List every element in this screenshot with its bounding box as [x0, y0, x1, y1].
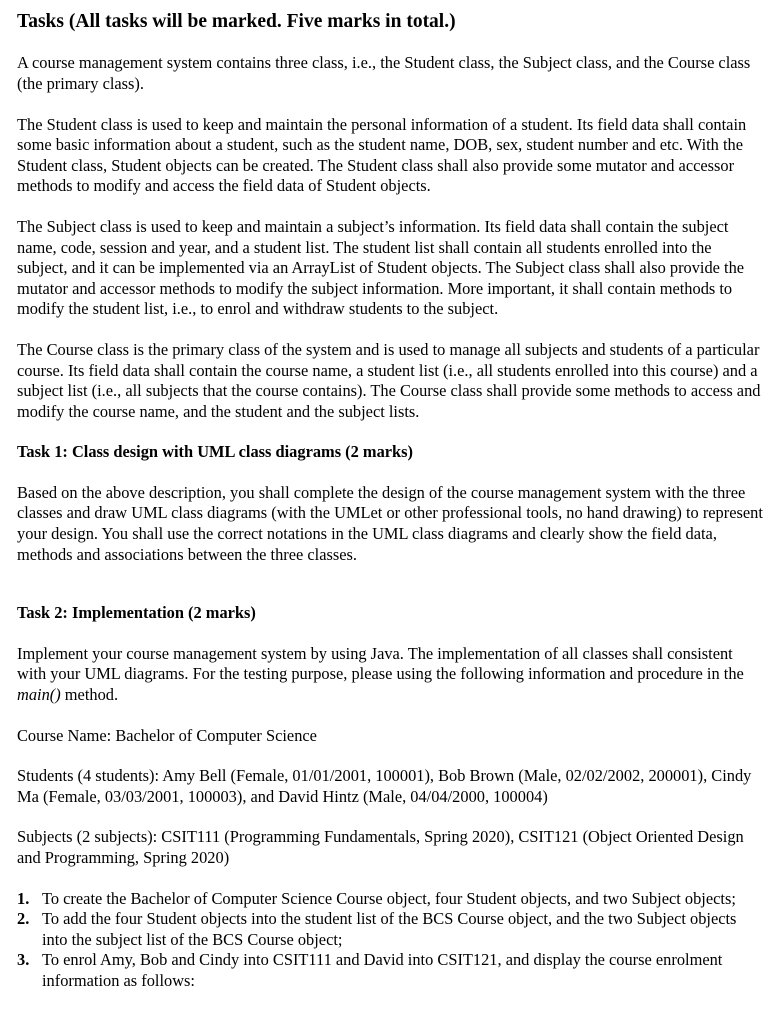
- intro-paragraph-1: A course management system contains three class, i.e., the Student class, the Subject class, and the Course class (the primary class).: [17, 53, 751, 93]
- task1-body: Based on the above description, you shall complete the design of the course management system with the three classes and draw UML class diagrams (with the UMLet or other professional tools, no hand drawing) to represent your design. You shall use the correct notations in the UML class diagrams and clearly show the field data, methods and associations between the three classes.: [17, 482, 763, 564]
- intro-paragraph-student: The Student class is used to keep and maintain the personal information of a student. Its field data shall contain some basic information about a student, such as the student name, DOB, sex, student number and etc. With the Student class, Student objects can be created. The Student class shall also provide some mutator and accessor methods to modify and access the field data of Student objects.: [17, 114, 747, 196]
- procedure-steps-list: [17, 889, 765, 992]
- step-number: 1.: [17, 888, 30, 908]
- task2-heading: Task 2: Implementation (2 marks): [17, 603, 256, 623]
- task2-body: [17, 644, 765, 706]
- task2-body-text: Implement your course management system by using Java. The implementation of all classes shall consistent with your UML diagrams. For the testing purpose, please using the following information and procedure in the: [17, 643, 744, 684]
- procedure-step: [17, 950, 765, 991]
- intro-paragraph-course: The Course class is the primary class of the system and is used to manage all subjects and students of a particular course. Its field data shall contain the course name, a student list (i.e., all students enrolled into this course) and a subject list (i.e., all subjects that the course contains). The Course class shall provide some methods to access and modify the course name, and the student and the subject lists.: [17, 339, 761, 421]
- subjects-line: Subjects (2 subjects): CSIT111 (Programming Fundamentals, Spring 2020), CSIT121 (Object Oriented Design and Programming, Spring 2020): [17, 827, 744, 868]
- main-method-name: main(): [17, 685, 61, 705]
- intro-paragraph-subject: The Subject class is used to keep and maintain a subject’s information. Its field data shall contain the subject name, code, session and year, and a student list. The student list shall contain all students enrolled into the subject, and it can be implemented via an ArrayList of Student objects. The Subject class shall also provide the mutator and accessor methods to modify the subject information. More important, it shall contain methods to modify the student list, i.e., to enrol and withdraw students to the subject.: [17, 216, 745, 319]
- students-line: Students (4 students): Amy Bell (Female, 01/01/2001, 100001), Bob Brown (Male, 02/02/2002, 200001), Cindy Ma (Female, 03/03/2001, 100003), and David Hintz (Male, 04/04/2000, 100004): [17, 766, 752, 806]
- task2-body-end: method.: [60, 685, 119, 705]
- task1-heading: Task 1: Class design with UML class diagrams (2 marks): [17, 442, 413, 462]
- step-number: 2.: [17, 909, 30, 929]
- step-text: To add the four Student objects into the student list of the BCS Course object, and the two Subject objects into the subject list of the BCS Course object;: [42, 909, 737, 949]
- procedure-step: [17, 889, 765, 910]
- procedure-step: [17, 909, 765, 950]
- step-number: 3.: [17, 950, 30, 970]
- course-name-line: Course Name: Bachelor of Computer Science: [17, 725, 317, 745]
- page-title: Tasks (All tasks will be marked. Five marks in total.): [17, 11, 456, 32]
- step-text: To enrol Amy, Bob and Cindy into CSIT111 and David into CSIT121, and display the course enrolment information as follows:: [42, 950, 723, 990]
- step-text: To create the Bachelor of Computer Science Course object, four Student objects, and two Subject objects;: [42, 888, 736, 908]
